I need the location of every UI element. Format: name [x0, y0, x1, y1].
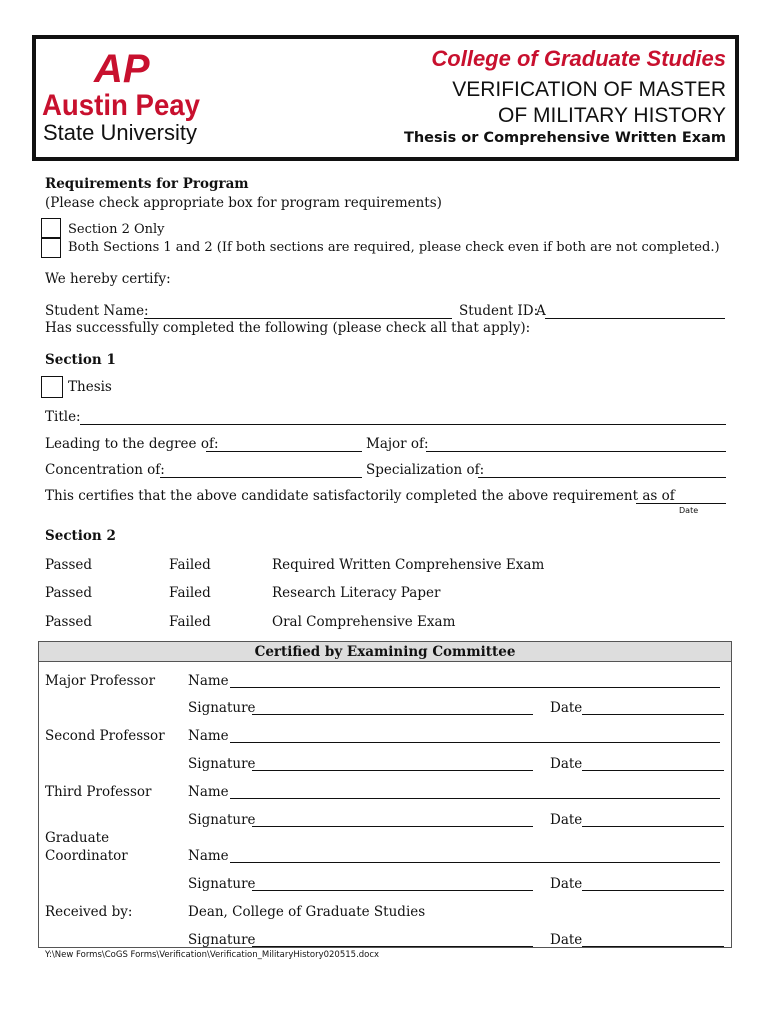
- major-label: Major of:: [366, 436, 429, 452]
- dean-signature-field[interactable]: [252, 946, 533, 947]
- passed-option-1[interactable]: [45, 557, 92, 573]
- dean-label: Dean, College of Graduate Studies: [188, 904, 426, 920]
- section2-only-checkbox[interactable]: [41, 218, 61, 238]
- signature-label: Signature: [188, 756, 256, 772]
- signature-label: Signature: [188, 932, 256, 948]
- second-professor-date-field[interactable]: [582, 770, 724, 771]
- section1-heading: Section 1: [45, 352, 116, 368]
- footer-file-path: Y:\New Forms\CoGS Forms\Verification\Verification_MilitaryHistory020515.docx: [45, 950, 380, 960]
- passed-label: Passed: [45, 557, 93, 573]
- second-professor-signature-field[interactable]: [252, 770, 533, 771]
- requirements-heading: Requirements for Program: [45, 176, 249, 192]
- date-caption: Date: [679, 506, 699, 515]
- failed-option-2[interactable]: [169, 585, 211, 601]
- passed-label: Passed: [45, 614, 93, 630]
- second-professor-label: Second Professor: [45, 728, 165, 744]
- committee-heading: Certified by Examining Committee: [39, 642, 731, 662]
- signature-label: Signature: [188, 812, 256, 828]
- student-id-field[interactable]: [545, 318, 725, 319]
- completed-text: Has successfully completed the following (please check all that apply):: [45, 320, 531, 336]
- failed-label: Failed: [169, 614, 211, 630]
- name-label: Name: [188, 673, 229, 689]
- section2-only-label: Section 2 Only: [68, 222, 165, 237]
- failed-label: Failed: [169, 585, 211, 601]
- specialization-field[interactable]: [478, 477, 726, 478]
- second-professor-name-field[interactable]: [230, 742, 720, 743]
- dean-date-field[interactable]: [582, 946, 724, 947]
- concentration-field[interactable]: [160, 477, 362, 478]
- major-field[interactable]: [426, 451, 726, 452]
- form-title-line2: OF MILITARY HISTORY: [498, 104, 726, 127]
- requirement-written-exam: Required Written Comprehensive Exam: [272, 557, 545, 573]
- certify-intro: We hereby certify:: [45, 271, 171, 287]
- date-label: Date: [550, 812, 583, 828]
- thesis-label: Thesis: [68, 379, 112, 395]
- third-professor-name-field[interactable]: [230, 798, 720, 799]
- passed-option-3[interactable]: [45, 614, 92, 630]
- requirement-oral-exam: Oral Comprehensive Exam: [272, 614, 456, 630]
- student-name-label: Student Name:: [45, 303, 149, 319]
- failed-label: Failed: [169, 557, 211, 573]
- thesis-checkbox[interactable]: [41, 376, 63, 398]
- name-label: Name: [188, 848, 229, 864]
- concentration-label: Concentration of:: [45, 462, 165, 478]
- student-id-prefix: A: [536, 303, 546, 319]
- graduate-coordinator-label-line2: Coordinator: [45, 848, 128, 864]
- passed-option-2[interactable]: [45, 585, 92, 601]
- failed-option-3[interactable]: [169, 614, 211, 630]
- failed-option-1[interactable]: [169, 557, 211, 573]
- section2-heading: Section 2: [45, 528, 116, 544]
- logo-line1: Austin Peay: [42, 89, 201, 122]
- name-label: Name: [188, 728, 229, 744]
- graduate-coordinator-name-field[interactable]: [230, 862, 720, 863]
- date-label: Date: [550, 876, 583, 892]
- third-professor-label: Third Professor: [45, 784, 152, 800]
- completion-date-field[interactable]: [636, 503, 726, 504]
- signature-label: Signature: [188, 876, 256, 892]
- major-professor-label: Major Professor: [45, 673, 156, 689]
- requirements-instruction: (Please check appropriate box for program requirements): [45, 195, 442, 211]
- logo-letters: AP: [94, 47, 150, 91]
- signature-label: Signature: [188, 700, 256, 716]
- specialization-label: Specialization of:: [366, 462, 485, 478]
- form-subtitle: Thesis or Comprehensive Written Exam: [403, 130, 726, 146]
- passed-label: Passed: [45, 585, 93, 601]
- requirement-research-paper: Research Literacy Paper: [272, 585, 441, 601]
- form-title-line1: VERIFICATION OF MASTER: [452, 78, 726, 101]
- degree-field[interactable]: [206, 451, 362, 452]
- third-professor-date-field[interactable]: [582, 826, 724, 827]
- student-id-label: Student ID:: [459, 303, 539, 319]
- graduate-coordinator-label-line1: Graduate: [45, 830, 110, 846]
- degree-label: Leading to the degree of:: [45, 436, 219, 452]
- both-sections-checkbox[interactable]: [41, 238, 61, 258]
- date-label: Date: [550, 756, 583, 772]
- college-name: College of Graduate Studies: [431, 46, 726, 71]
- major-professor-name-field[interactable]: [230, 687, 720, 688]
- third-professor-signature-field[interactable]: [252, 826, 533, 827]
- both-sections-label: Both Sections 1 and 2 (If both sections are required, please check even if both are not completed.): [68, 240, 720, 255]
- student-name-field[interactable]: [144, 318, 452, 319]
- logo-image: [42, 44, 206, 144]
- logo-line2: State University: [43, 120, 197, 144]
- name-label: Name: [188, 784, 229, 800]
- date-label: Date: [550, 932, 583, 948]
- certifies-text: This certifies that the above candidate satisfactorily completed the above requirement as of: [45, 488, 675, 504]
- major-professor-signature-field[interactable]: [252, 714, 533, 715]
- title-label: Title:: [45, 409, 81, 425]
- graduate-coordinator-date-field[interactable]: [582, 890, 724, 891]
- major-professor-date-field[interactable]: [582, 714, 724, 715]
- title-field[interactable]: [80, 424, 726, 425]
- received-by-label: Received by:: [45, 904, 133, 920]
- date-label: Date: [550, 700, 583, 716]
- graduate-coordinator-signature-field[interactable]: [252, 890, 533, 891]
- university-logo: [42, 44, 206, 144]
